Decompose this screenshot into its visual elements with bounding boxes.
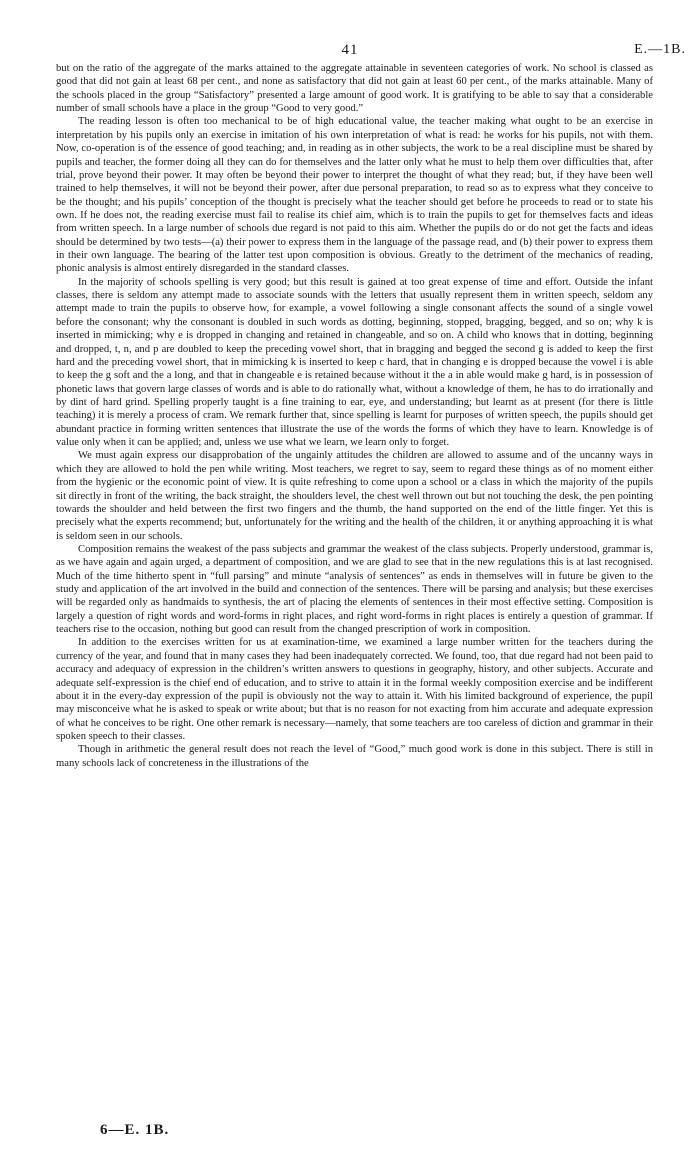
paragraph-reading: The reading lesson is often too mechanical to be of high educational value, the teacher making what ought to be an exercise in interpretation by his pupils only an exercise in imitation of his own interpretation of what is read: he works for his pupils, not with them. Now, co-operation is of the essence of good teaching; and, in reading as in other subjects, the work to be a real discipline must be shared by pupils and teacher, the former doing all they can do for themselves and the latter only what he must to help them over difficulties that, after trial, prove beyond their power. It may often be beyond their power to interpret the thought of what they read; but, if they have been well trained to help themselves, it will not be beyond their power, after due personal preparation, to read so as to express what they conceive to be the thought; and his pupils’ conception of the thought is precisely what the teacher should get before he proceeds to read or to state his own. If he does not, the reading exercise must fail to realise its chief aim, which is to train the pupils to get for themselves facts and ideas from written speech. In a large number of schools due regard is not paid to this aim. Whether the pupils do or do not get the facts and ideas should be determined by two tests—(a) their power to express them in the language of the passage read, and (b) their power to express them in their own language. The bearing of the latter test upon composition is obvious. Greatly to the detriment of the mechanics of reading, phonic analysis is almost entirely disregarded in the standard classes. (56, 116, 653, 275)
paragraph-writing: We must again express our disapprobation of the ungainly attitudes the children are allowed to assume and of the uncanny ways in which they are allowed to hold the pen while writing. Most teachers, we regret to say, seem to regard these things as of no moment either from the hygienic or the economic point of view. It is quite refreshing to come upon a school or a class in which the majority of the pupils sit directly in front of the writing, the back straight, the shoulders level, the chest well thrown out but not touching the desk, the pen pointing towards the shoulder and held between the first two fingers and the thumb, the hand supported on the end of the little finger. Yet this is precisely what the experts recommend; but, unfortunately for the writing and the health of the children, it or anything approaching it is what is seldom seen in our schools. (56, 450, 653, 542)
paragraph-grading: but on the ratio of the aggregate of the marks attained to the aggregate attainable in seventeen categories of work. No school is classed as good that did not gain at least 68 per cent., and none as satisfactory that did not gain at least 60 per cent., of the marks attainable. Many of the schools placed in the group “Satisfactory” presented a large amount of good work. It is gratifying to be able to say that a considerable number of small schools have a place in the group “Good to very good.” (56, 63, 653, 115)
paragraph-arithmetic: Though in arithmetic the general result does not reach the level of “Good,” much good work is done in this subject. There is still in many schools lack of concreteness in the illustrations of the (56, 744, 653, 769)
document-code: E.—1B. (634, 42, 686, 57)
signature-mark: 6—E. 1B. (100, 1122, 170, 1138)
page-number: 41 (341, 42, 359, 58)
paragraph-exercises: In addition to the exercises written for us at examination-time, we examined a large number written for the teachers during the currency of the year, and found that in many cases they had been inadequately corrected. We found, too, that due regard had not been paid to accuracy and adequacy of expression in the children’s written answers to questions in geography, history, and other subjects. Accurate and adequate self-expression is the chief end of education, and to strive to attain it in the formal weekly composition exercise and be indifferent about it in the every-day expression of the pupil is obviously not the way to attain it. With his limited background of experience, the pupil may misconceive what he is asked to speak or write about; but that is no reason for not exacting from him accurate and adequate expression of what he conceives to be right. One other remark is necessary—namely, that some teachers are too careless of diction and grammar in their spoken speech to their classes. (56, 637, 653, 742)
body-text (56, 62, 653, 770)
paragraph-spelling: In the majority of schools spelling is very good; but this result is gained at too great expense of time and effort. Outside the infant classes, there is seldom any attempt made to associate sounds with the letters that usually represent them in written speech, seldom any attempt made to train the pupils to observe how, for example, a vowel following a single consonant affects the sound of a single vowel before the consonant; why the consonant is doubled in such words as dotting, beginning, stopped, bragging, begged, and so on; why k is inserted in mimicking; why e is dropped in changing and retained in changeable, and so on. A child who knows that in dotting, beginning and dropped, t, n, and p are doubled to keep the preceding vowel short, that in bragging and begged the second g is added to keep the first hard and the preceding vowel short, that in mimicking k is inserted to keep c hard, that in changing e is dropped because the vowel i is able to keep the g soft and the a long, and that in changeable e is retained because without it the a in able would make g hard, is in possession of phonetic laws that govern large classes of words and is able to do rationally what, without a knowledge of them, he has to do irrationally and by dint of hard grind. Spelling properly taught is a fine training to ear, eye, and understanding; but learnt as at present (for there is little teaching) it is merely a process of cram. We remark further that, since spelling is learnt for purposes of written speech, the pupils should get abundant practice in forming written sentences that illustrate the use of the words the forms of which they have to learn. Knowledge is of value only when it can be applied; and, unless we use what we learn, we learn only to forget. (56, 276, 653, 449)
paragraph-composition: Composition remains the weakest of the pass subjects and grammar the weakest of the class subjects. Properly understood, grammar is, as we have again and again urged, a department of composition, and we are glad to see that in the new regulations this is at last recognised. Much of the time hitherto spent in “full parsing” and minute “analysis of sentences” as ends in themselves will in future be given to the study and application of the art involved in the build and connection of the sentences. There will be parsing and analysis; but these exercises will be regarded only as handmaids to synthesis, the art of placing the elements of sentences in their most effective setting. Composition is largely a question of right words and word-forms in right places, and right word-forms in right places is entirely a question of grammar. If teachers rise to the occasion, nothing but good can result from the changed prescription of work in composition. (56, 543, 653, 636)
